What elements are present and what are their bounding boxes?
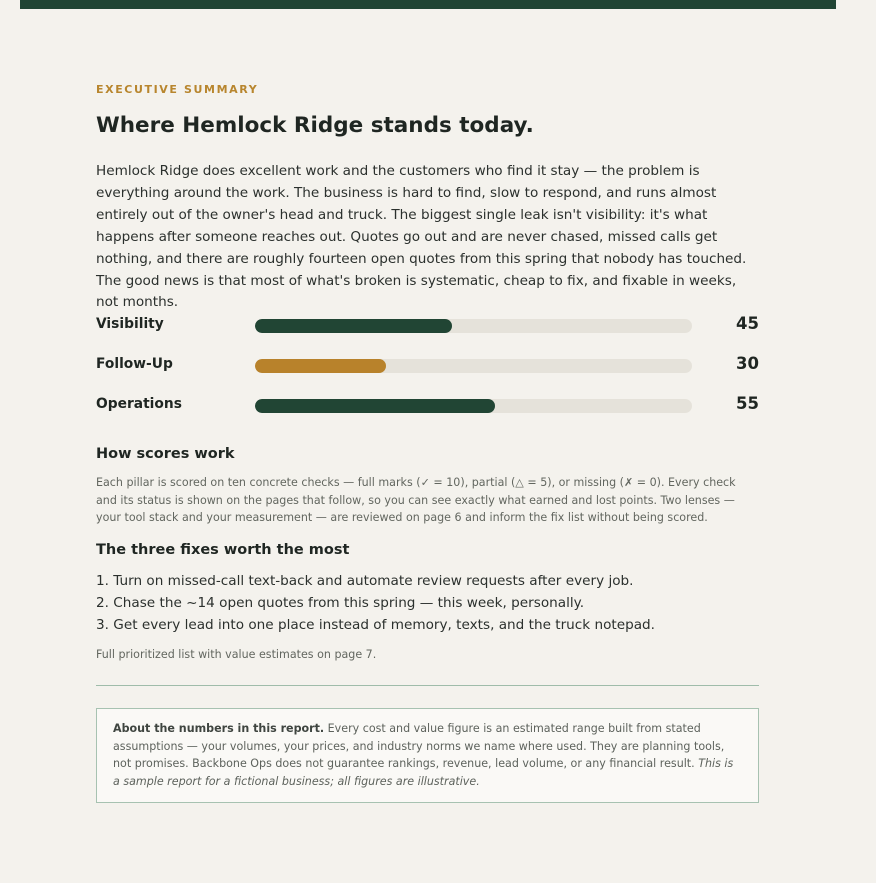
fix-item: 3. Get every lead into one place instead of memory, texts, and the truck notepad.: [96, 617, 655, 633]
section-eyebrow: EXECUTIVE SUMMARY: [96, 83, 259, 96]
fix-list: [96, 570, 759, 636]
disclaimer-box: [96, 708, 759, 803]
score-row-visibility: [96, 313, 759, 337]
score-bar-track: [255, 319, 692, 333]
score-row-follow-up: [96, 353, 759, 377]
disclaimer-body: Every cost and value figure is an estimated range built from stated assumptions — your volumes, your prices, and industry norms we name where used. They are planning tools, not promises. Backbone Ops does not guarantee rankings, revenue, lead volume, or any financial result.: [113, 722, 725, 771]
score-value: 45: [736, 314, 759, 333]
fix-item: 1. Turn on missed-call text-back and automate review requests after every job.: [96, 573, 634, 589]
page-title: Where Hemlock Ridge stands today.: [96, 113, 534, 138]
how-scores-text: Each pillar is scored on ten concrete checks — full marks (✓ = 10), partial (△ = 5), or missing (✗ = 0). Every check and its status is shown on the pages that follow, so you can see exactly what earned and lost points. Two lenses — your tool stack and your measurement — are reviewed on page 6 and inform the fix list without being scored.: [96, 476, 736, 525]
score-label: Visibility: [96, 316, 164, 332]
score-bar-fill: [255, 399, 495, 413]
score-label: Operations: [96, 396, 182, 412]
how-scores-heading: How scores work: [96, 446, 235, 462]
section-divider: [96, 685, 759, 686]
score-value: 55: [736, 394, 759, 413]
score-value: 30: [736, 354, 759, 373]
score-bar-fill: [255, 319, 452, 333]
intro-paragraph: Hemlock Ridge does excellent work and the customers who find it stay — the problem is everything around the work. The business is hard to find, slow to respond, and runs almost entirely out of the owner's head and truck. The biggest single leak isn't visibility: it's what happens after someone reaches out. Quotes go out and are never chased, missed calls get nothing, and there are roughly fourteen open quotes from this spring that nobody has touched. The good news is that most of what's broken is systematic, cheap to fix, and fixable in weeks, not months.: [96, 163, 747, 311]
fixes-heading: The three fixes worth the most: [96, 542, 350, 558]
top-accent-band: [20, 0, 836, 9]
score-bar-fill: [255, 359, 386, 373]
score-label: Follow-Up: [96, 356, 173, 372]
score-bar-track: [255, 359, 692, 373]
fix-item: 2. Chase the ~14 open quotes from this spring — this week, personally.: [96, 595, 585, 611]
disclaimer-lead: About the numbers in this report.: [113, 722, 325, 735]
score-bar-track: [255, 399, 692, 413]
fixes-footnote: Full prioritized list with value estimates on page 7.: [96, 648, 377, 661]
score-row-operations: [96, 393, 759, 417]
disclaimer-italic: This is a sample report for a fictional business; all figures are illustrative.: [113, 757, 734, 788]
